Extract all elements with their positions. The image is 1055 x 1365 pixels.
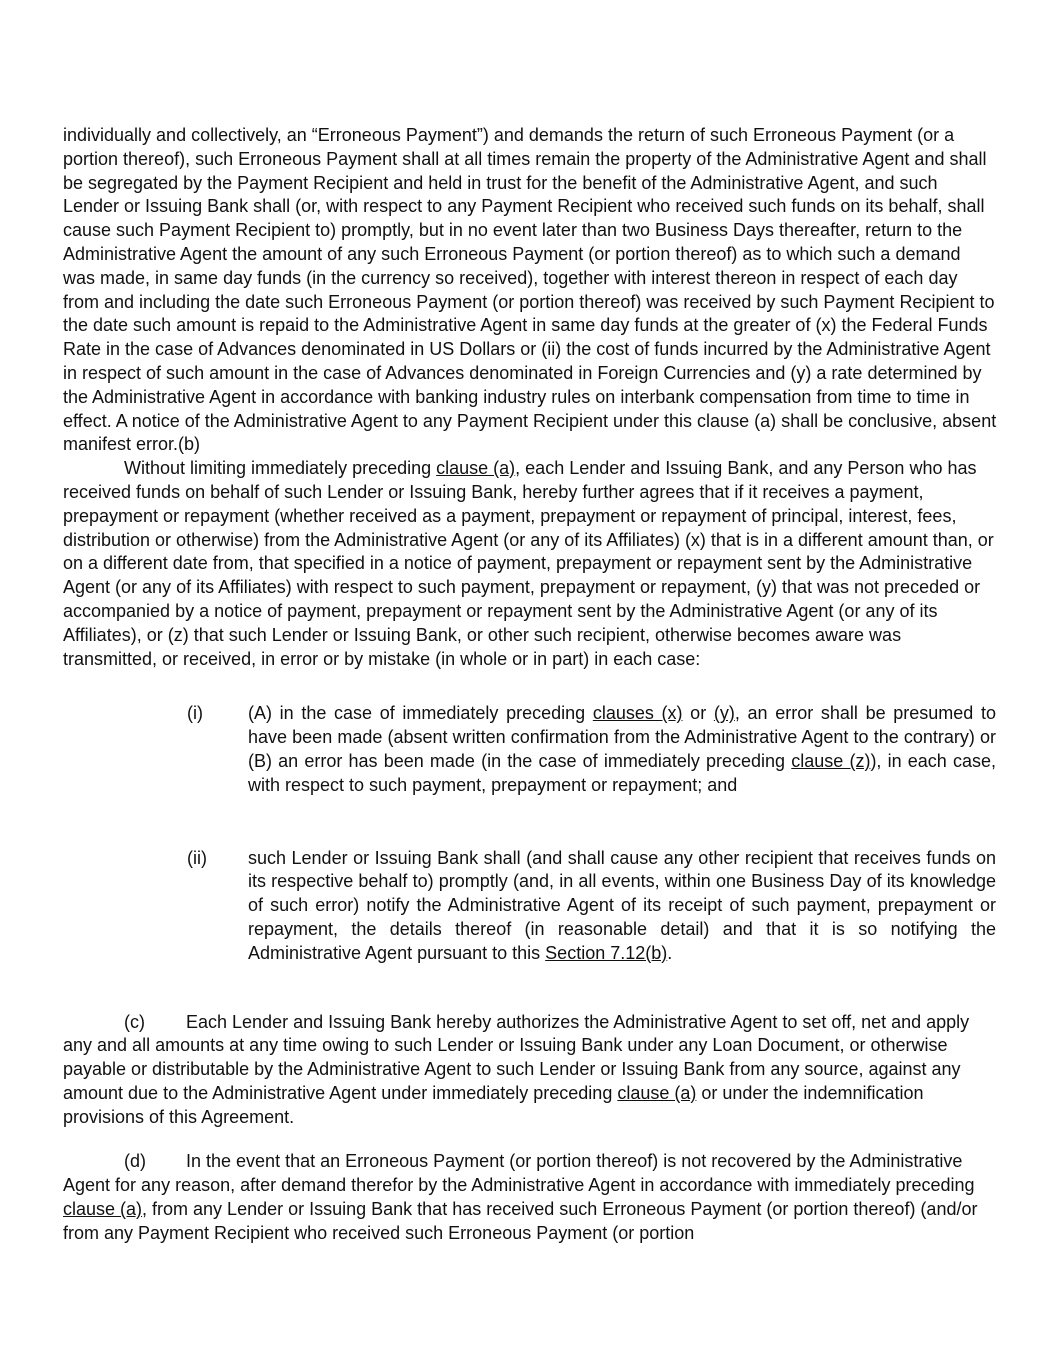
list-item-number: (i) bbox=[187, 703, 203, 724]
paragraph-b-text-2: , each Lender and Issuing Bank, and any Person who has received funds on behalf of such Lender or Issuing Bank, hereby further agrees that if it receives a payment, prepayment or repayment (whether received as a payment, prepayment or repayment of principal, interest, fees, distribution or otherwise) from the Administrative Agent (or any of its Affiliates) (x) that is in a different amount than, or on a different date from, that specified in a notice of payment, prepayment or repayment sent by the Administrative Agent (or any of its Affiliates) with respect to such payment, prepayment or repayment, (y) that was not preceded or accompanied by a notice of payment, prepayment or repayment sent by the Administrative Agent (or any of its Affiliates), or (z) that such Lender or Issuing Bank, or other such recipient, otherwise becomes aware was transmitted, or received, in error or by mistake (in whole or in part) in each case: bbox=[63, 458, 994, 669]
paragraph-erroneous-payment-return: individually and collectively, an “Erroneous Payment”) and demands the return of such Erroneous Payment (or a portion thereof), such Erroneous Payment shall at all times remain the property of the Administrative Agent and shall be segregated by the Payment Recipient and held in trust for the benefit of the Administrative Agent, and such Lender or Issuing Bank shall (or, with respect to any Payment Recipient who received such funds on its behalf, shall cause such Payment Recipient to) promptly, but in no event later than two Business Days thereafter, return to the Administrative Agent the amount of any such Erroneous Payment (or portion thereof) as to which such a demand was made, in same day funds (in the currency so received), together with interest thereon in respect of each day from and including the date such Erroneous Payment (or portion thereof) was received by such Payment Recipient to the date such amount is repaid to the Administrative Agent in same day funds at the greater of (x) the Federal Funds Rate in the case of Advances denominated in US Dollars or (ii) the cost of funds incurred by the Administrative Agent in respect of such amount in the case of Advances denominated in Foreign Currencies and (y) a rate determined by the Administrative Agent in accordance with banking industry rules on interbank compensation from time to time in effect. A notice of the Administrative Agent to any Payment Recipient under this clause (a) shall be conclusive, absent manifest error.(b) bbox=[63, 125, 997, 455]
clause-y-reference: (y) bbox=[713, 703, 735, 724]
paragraph-b bbox=[63, 457, 997, 671]
item-i-text-2: or bbox=[682, 703, 714, 724]
clauses-x-reference: clauses (x) bbox=[592, 703, 683, 724]
paragraph-c bbox=[63, 1011, 997, 1130]
list-item-ii bbox=[187, 847, 996, 966]
paragraph-d-text-2: , from any Lender or Issuing Bank that has received such Erroneous Payment (or portion thereof) (and/or from any Payment Recipient who received such Erroneous Payment (or portion bbox=[63, 1199, 978, 1243]
clause-a-reference: clause (a) bbox=[617, 1082, 697, 1103]
list-item-body bbox=[248, 702, 996, 797]
paragraph-c-text-1: Each Lender and Issuing Bank hereby authorizes the Administrative Agent to set off, net and apply any and all amounts at any time owing to such Lender or Issuing Bank under any Loan Document, or otherwise payable or distributable by the Administrative Agent to such Lender or Issuing Bank from any source, against any amount due to the Administrative Agent under immediately preceding bbox=[63, 1011, 970, 1103]
item-ii-text-1: such Lender or Issuing Bank shall (and shall cause any other recipient that receives funds on its respective behalf to) promptly (and, in all events, within one Business Day of its knowledge of such error) notify the Administrative Agent of its receipt of such payment, prepayment or repayment, the details thereof (in reasonable detail) and that it is so notifying the Administrative Agent pursuant to this bbox=[248, 847, 996, 963]
list-item-i bbox=[187, 702, 996, 797]
paragraph-b-text-1: Without limiting immediately preceding bbox=[124, 458, 437, 479]
list-item-number: (ii) bbox=[187, 847, 207, 868]
item-i-text-3: , an error shall be presumed to have been made (absent written confirmation from the Administrative Agent to the contrary) or (B) an error has been made (in the case of immediately preceding bbox=[248, 703, 996, 771]
paragraph-d bbox=[63, 1150, 997, 1245]
paragraph-c-text-2: or under the indemnification provisions of this Agreement. bbox=[63, 1082, 924, 1127]
paragraph-d-label: (d) bbox=[124, 1151, 146, 1172]
paragraph-d-text-1: In the event that an Erroneous Payment (or portion thereof) is not recovered by the Administrative Agent for any reason, after demand therefor by the Administrative Agent in accordance with immediately preceding bbox=[63, 1151, 975, 1196]
clause-a-reference: clause (a) bbox=[436, 458, 516, 479]
list-item-body bbox=[248, 847, 996, 966]
clause-z-reference: clause (z) bbox=[791, 750, 871, 771]
section-reference: Section 7.12(b) bbox=[545, 942, 668, 963]
item-i-text-4: ), in each case, with respect to such payment, prepayment or repayment; and bbox=[248, 750, 996, 795]
document-page bbox=[63, 124, 997, 1246]
clause-a-reference: clause (a) bbox=[63, 1199, 143, 1220]
item-ii-text-2: . bbox=[667, 942, 673, 963]
item-i-text-1: (A) in the case of immediately preceding bbox=[248, 703, 593, 724]
paragraph-c-label: (c) bbox=[124, 1011, 145, 1032]
